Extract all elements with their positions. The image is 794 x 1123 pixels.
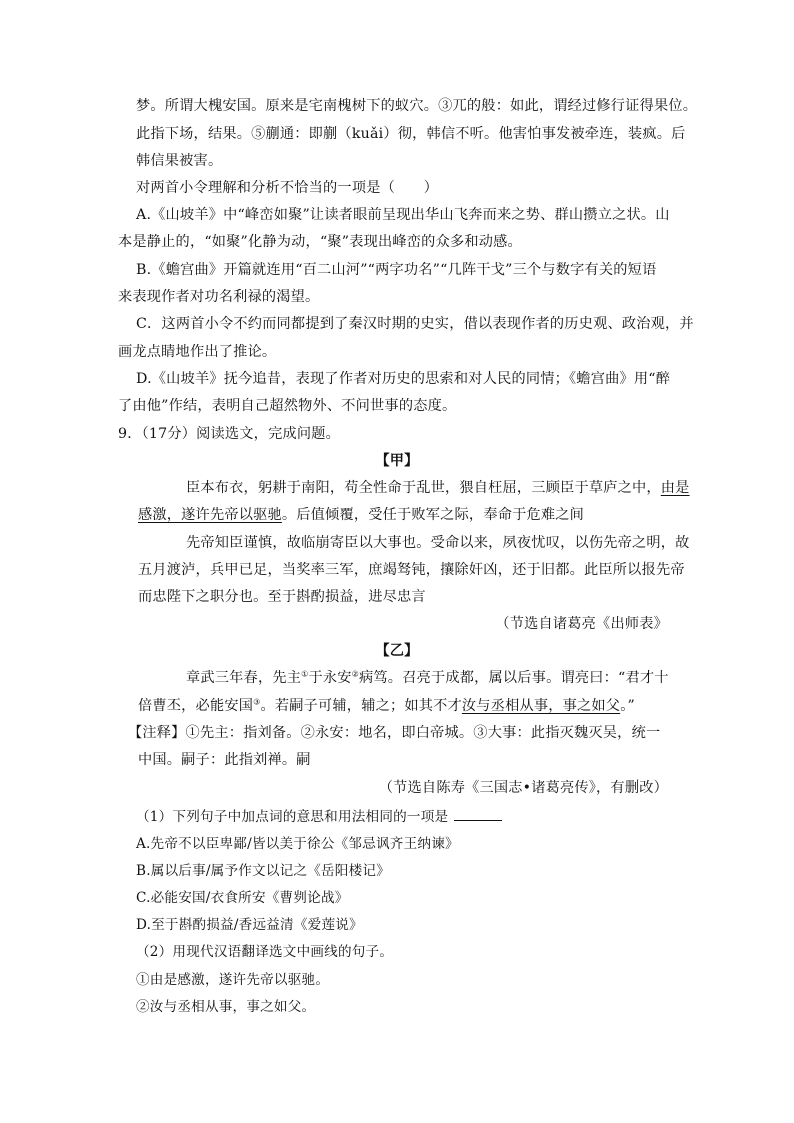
option-d: D.至于斟酌损益/香远益清《爱莲说》 [136,917,363,933]
note-marker: ③ [253,697,261,707]
subquestion-text: （1）下列句子中加点词的意思和用法相同的一项是 [136,809,449,825]
question-stem: 9．（17分）阅读选文，完成问题。 [118,426,341,442]
notes-line: 韩信果被害。 [136,153,223,169]
passage-line [186,668,669,688]
underlined-sentence: 感激，遂许先帝以驱驰 [138,507,282,523]
option-c-cont: 画龙点睛地作出了推论。 [118,344,277,360]
passage-text: 。若嗣子可辅，辅之；如其不才 [260,698,462,714]
subquestion-stem [136,806,502,827]
underlined-sentence: 汝与丞相从事，事之如父 [461,698,621,714]
translation-item: ②汝与丞相从事，事之如父。 [136,999,316,1015]
annotation-line: 【注释】①先主：指刘备。②永安：地名，即白帝城。③大事：此指灭魏灭吴，统一 [128,725,661,741]
passage-line: 五月渡泸，兵甲已足，当奖率三军，庶竭驽钝，攘除奸凶，还于旧都。此臣所以报先帝 [138,562,685,578]
passage-text: 于永安 [308,670,352,686]
annotation-line: 中国。嗣子：此指刘禅。嗣 [138,752,311,768]
passage-source: （节选自陈寿《三国志•诸葛亮传》，有删改） [378,780,668,796]
option-d: D.《山坡羊》抚今追昔，表现了作者对历史的思索和对人民的同情；《蟾宫曲》用“醉 [136,371,671,387]
notes-line: 梦。所谓大槐安国。原来是宅南槐树下的蚁穴。③兀的般：如此，谓经过修行证得果位。 [136,98,698,114]
passage-line: 而忠陛下之职分也。至于斟酌损益，进尽忠言 [138,589,426,605]
passage-text: 。” [620,698,635,714]
notes-line: 此指下场，结果。⑤蒯通：即蒯（kuǎi）彻，韩信不听。他害怕事发被牵连，装疯。后 [136,126,686,142]
option-a: A.先帝不以臣卑鄙/皆以美于徐公《邹忌讽齐王纳谏》 [136,836,459,852]
passage-line: 先帝知臣谨慎，故临崩寄臣以大事也。受命以来，夙夜忧叹，以伤先帝之明，故 [186,535,690,551]
option-d-cont: 了由他”作结，表明自己超然物外、不问世事的态度。 [118,398,457,414]
option-b: B.属以后事/属予作文以记之《岳阳楼记》 [136,863,390,879]
option-b: B.《蟾宫曲》开篇就连用“百二山河”“两字功名”“几阵干戈”三个与数字有关的短语 [136,262,657,278]
option-a: A.《山坡羊》中“峰峦如聚”让读者眼前呈现出华山飞奔而来之势、群山攒立之状。山 [136,207,670,223]
passage-line [186,478,690,498]
underlined-sentence: 由是 [660,480,690,496]
option-b-cont: 来表现作者对功名利禄的渴望。 [118,289,320,305]
passage-line [138,696,635,716]
passage-text: 臣本布衣，躬耕于南阳，苟全性命于乱世，猥自枉屈，三顾臣于草庐之中， [186,480,661,496]
passage-source: （节选自诸葛亮《出师表》 [495,616,668,632]
passage-text: 。后值倾覆，受任于败军之际，奉命于危难之间 [281,507,585,523]
translation-item: ①由是感激，遂许先帝以驱驰。 [136,972,330,988]
question-stem: 对两首小令理解和分析不恰当的一项是（ ） [136,180,439,196]
passage-text: 章武三年春，先主 [186,670,302,686]
note-marker: ② [351,669,360,679]
option-a-cont: 本是静止的，“如聚”化静为动，“聚”表现出峰峦的众多和动感。 [118,234,522,250]
passage-heading-yi: 【乙】 [375,643,419,659]
answer-blank[interactable] [454,806,502,821]
option-c: C．这两首小令不约而同都提到了秦汉时期的史实，借以表现作者的历史观、政治观，并 [136,316,694,332]
option-c: C.必能安国/衣食所安《曹刿论战》 [136,890,349,906]
note-marker: ① [301,669,309,679]
passage-text: 病笃。召亮于成都，属以后事。谓亮曰：“君才十 [359,670,669,686]
subquestion-stem: （2）用现代汉语翻译选文中画线的句子。 [136,944,394,960]
passage-line [138,505,584,525]
passage-heading-jia: 【甲】 [375,453,419,469]
passage-text: 倍曹丕，必能安国 [138,698,254,714]
